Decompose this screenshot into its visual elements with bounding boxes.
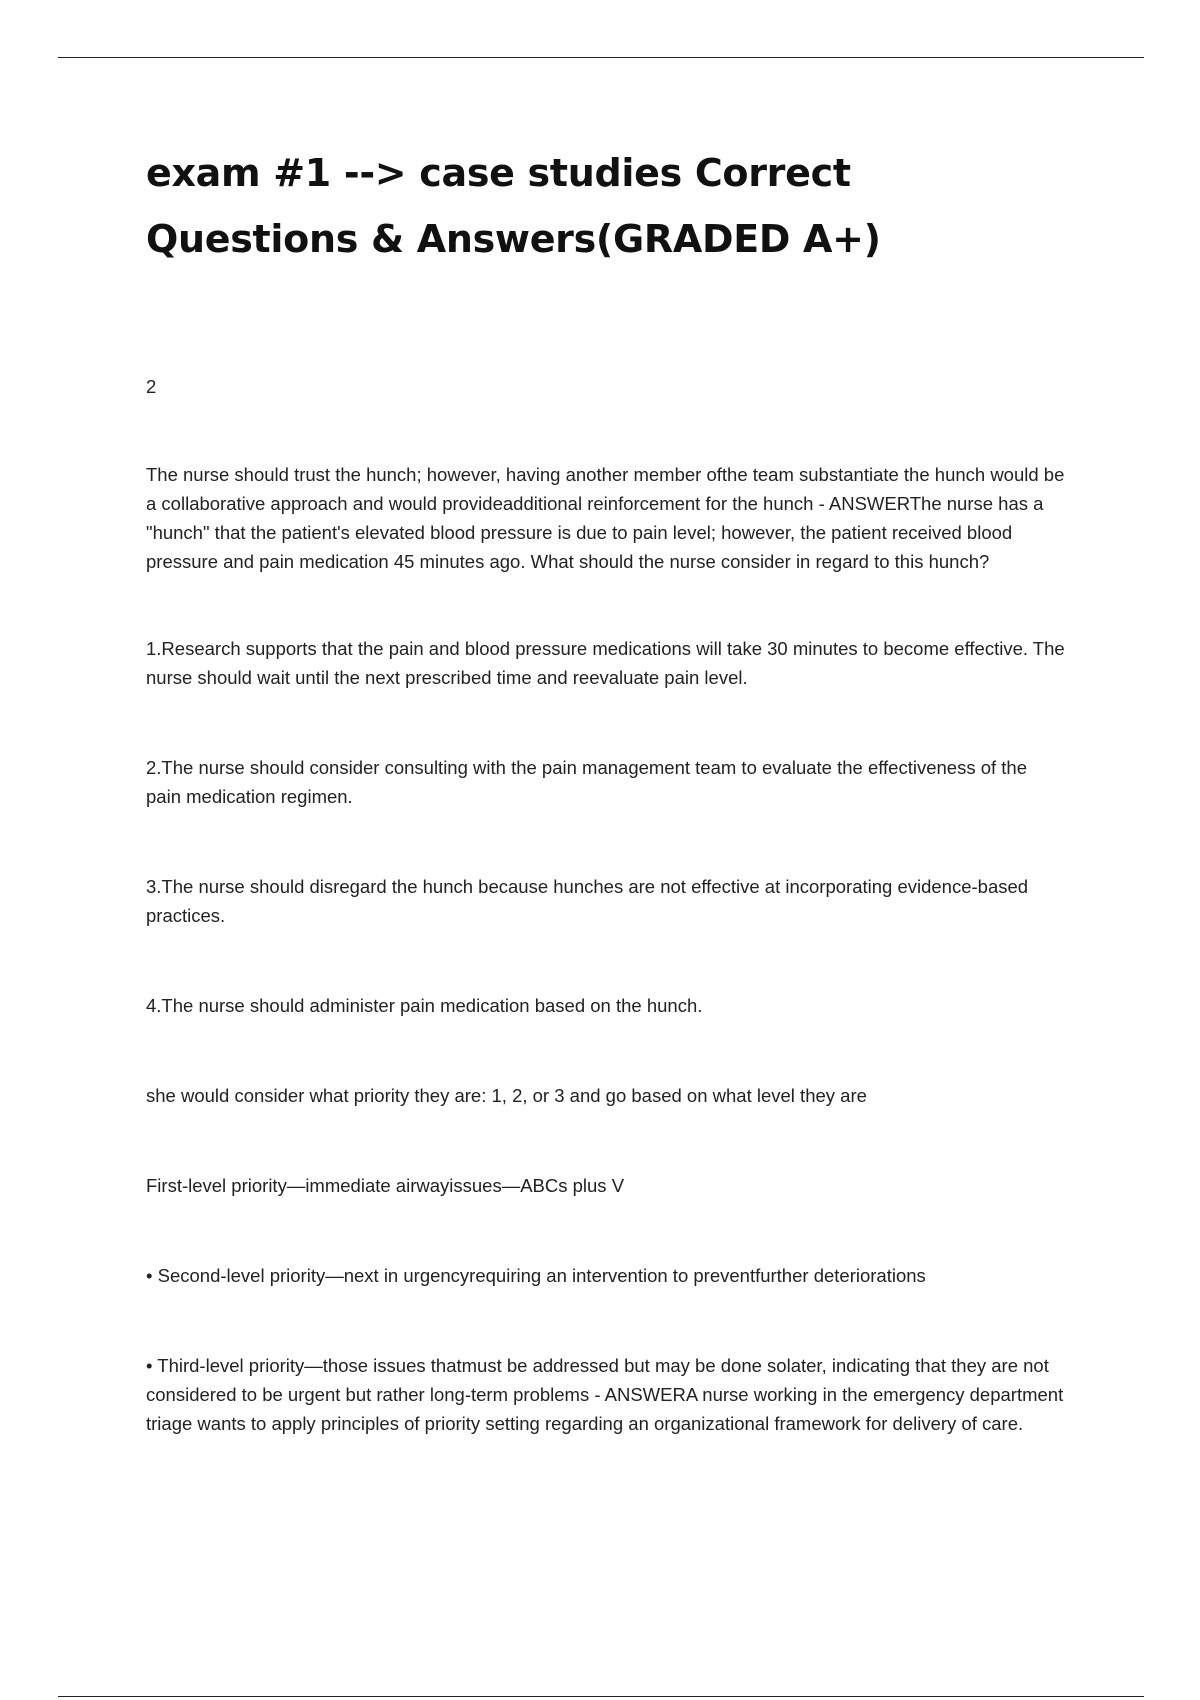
document-body xyxy=(146,140,1066,1438)
question-number: 2 xyxy=(146,376,157,397)
option-3: 3.The nurse should disregard the hunch because hunches are not effective at incorporating evidence-based practices. xyxy=(146,876,1029,926)
answer-question-paragraph: The nurse should trust the hunch; however, having another member ofthe team substantiate the hunch would be a collaborative approach and would provideadditional reinforcement for the hunch - ANSWERThe nurse has a "hunch" that the patient's elevated blood pressure is due to pain level; however, the patient received blood pressure and pain medication 45 minutes ago. What should the nurse consider in regard to this hunch? xyxy=(146,464,1065,572)
header-rule xyxy=(58,57,1144,58)
priority-answer: she would consider what priority they are: 1, 2, or 3 and go based on what level they are xyxy=(146,1085,867,1106)
option-2: 2.The nurse should consider consulting with the pain management team to evaluate the effectiveness of the pain medication regimen. xyxy=(146,757,1028,807)
first-level-priority: First-level priority—immediate airwayissues—ABCs plus V xyxy=(146,1175,625,1196)
document-title: exam #1 --> case studies Correct Questions & Answers(GRADED A+) xyxy=(146,151,881,261)
third-level-priority: • Third-level priority—those issues thatmust be addressed but may be done solater, indicating that they are not considered to be urgent but rather long-term problems - ANSWERA nurse working in the emergency department triage wants to apply principles of priority setting regarding an organizational framework for delivery of care. xyxy=(146,1355,1064,1434)
option-1: 1.Research supports that the pain and blood pressure medications will take 30 minutes to become effective. The nurse should wait until the next prescribed time and reevaluate pain level. xyxy=(146,638,1065,688)
second-level-priority: • Second-level priority—next in urgencyrequiring an intervention to preventfurther deteriorations xyxy=(146,1265,926,1286)
footer-rule xyxy=(58,1696,1144,1697)
option-4: 4.The nurse should administer pain medication based on the hunch. xyxy=(146,995,703,1016)
